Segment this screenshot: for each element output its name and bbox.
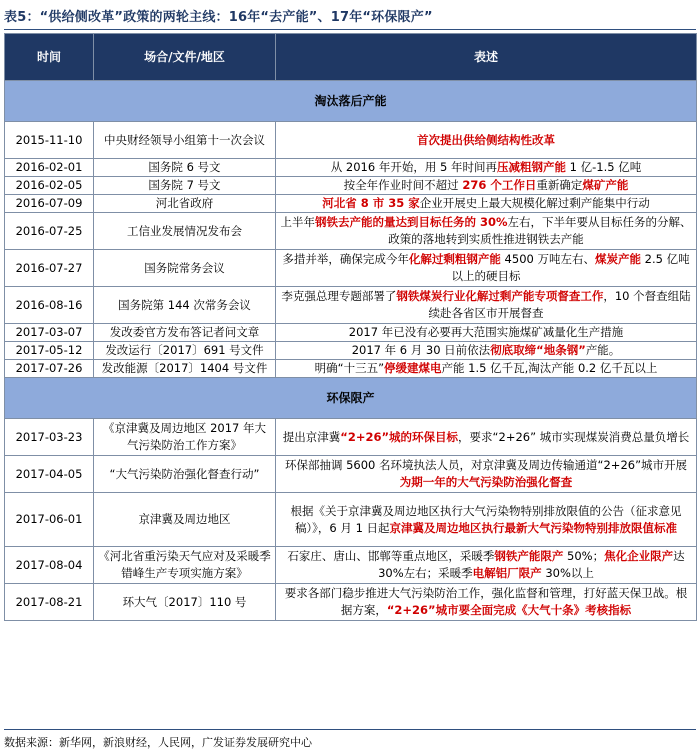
source-cell: 河北省政府: [94, 195, 276, 213]
header-date: 时间: [5, 34, 94, 81]
table-row: [5, 177, 697, 195]
table-row: [5, 342, 697, 360]
source-cell: 中央财经领导小组第十一次会议: [94, 122, 276, 159]
section-label: 淘汰落后产能: [5, 81, 697, 122]
highlight-text: 压减粗钢产能: [496, 160, 566, 174]
table-row: [5, 547, 697, 584]
statement-text: ，要求“2+26” 城市实现煤炭消费总量负增长: [458, 429, 690, 444]
statement-text: 石家庄、唐山、邯郸等重点地区，采暖季: [287, 549, 495, 563]
section-label: 环保限产: [5, 378, 697, 419]
date-cell: 2015-11-10: [5, 122, 94, 159]
statement-text: 左右，下半年要从目标任务的分解、政策的落地转到实质性推进钢铁去产能: [388, 215, 692, 246]
footer-rule: [4, 729, 696, 730]
statement-text: 产能 1.5 亿千瓦,淘汰产能 0.2 亿千瓦以上: [441, 361, 658, 375]
source-cell: 环大气〔2017〕110 号: [94, 584, 276, 621]
statement-cell: [276, 159, 697, 177]
statement-text: 重新确定: [536, 178, 583, 192]
section-row: [5, 378, 697, 419]
highlight-text: 焦化企业限产: [604, 549, 674, 563]
table-row: [5, 122, 697, 159]
date-cell: 2017-08-04: [5, 547, 94, 584]
title-rule: [4, 29, 696, 30]
statement-text: 1 亿-1.5 亿吨: [565, 160, 642, 174]
header-row: [5, 34, 697, 81]
highlight-text: 彻底取缔“地条钢”: [490, 343, 586, 357]
table-row: [5, 324, 697, 342]
statement-text: 2017 年已没有必要再大范围实施煤矿减量化生产措施: [348, 325, 624, 339]
source-cell: 国务院常务会议: [94, 250, 276, 287]
statement-text: 产能。: [585, 343, 621, 357]
header-statement: 表述: [276, 34, 697, 81]
statement-cell: [276, 177, 697, 195]
statement-cell: [276, 122, 697, 159]
statement-cell: [276, 324, 697, 342]
statement-text: 上半年: [280, 215, 315, 229]
date-cell: 2016-08-16: [5, 287, 94, 324]
highlight-text: 化解过剩粗钢产能: [408, 252, 501, 266]
source-cell: 《京津冀及周边地区 2017 年大气污染防治工作方案》: [94, 419, 276, 456]
statement-text: 李克强总理专题部署了: [281, 289, 397, 303]
source-cell: 发改能源〔2017〕1404 号文件: [94, 360, 276, 378]
table-row: [5, 360, 697, 378]
statement-text: 企业开展史上最大规模化解过剩产能集中行动: [419, 196, 650, 210]
date-cell: 2016-07-09: [5, 195, 94, 213]
date-cell: 2016-07-27: [5, 250, 94, 287]
highlight-text: 钢铁去产能的量达到目标任务的 30%: [314, 215, 508, 229]
table-row: [5, 287, 697, 324]
date-cell: 2016-02-01: [5, 159, 94, 177]
table-title: 表5：“供给侧改革”政策的两轮主线：16年“去产能”、17年“环保限产”: [4, 10, 433, 25]
statement-cell: [276, 342, 697, 360]
date-cell: 2017-03-07: [5, 324, 94, 342]
highlight-text: 首次提出供给侧结构性改革: [417, 132, 555, 147]
highlight-text: 电解铝厂限产: [472, 566, 542, 580]
source-cell: 国务院 7 号文: [94, 177, 276, 195]
highlight-text: 煤炭产能: [594, 252, 641, 266]
table-row: [5, 493, 697, 547]
highlight-text: “2+26”城的环保目标: [340, 429, 459, 444]
source-cell: 发改运行〔2017〕691 号文件: [94, 342, 276, 360]
table-row: [5, 213, 697, 250]
statement-cell: [276, 250, 697, 287]
highlight-text: 钢铁产能限产: [494, 549, 564, 563]
statement-text: 4500 万吨左右、: [500, 252, 595, 266]
table-row: [5, 195, 697, 213]
source-cell: 国务院第 144 次常务会议: [94, 287, 276, 324]
statement-cell: [276, 213, 697, 250]
statement-text: 按全年作业时间不超过: [343, 178, 463, 192]
source-cell: “大气污染防治强化督查行动”: [94, 456, 276, 493]
highlight-text: 煤矿产能: [582, 178, 629, 192]
statement-text: 根据《关于京津冀及周边地区执行大气污染物特别排放限值的公告（征求意见稿）》，6 月 1 日起: [290, 503, 682, 535]
header-source: 场合/文件/地区: [94, 34, 276, 81]
table-row: [5, 250, 697, 287]
statement-text: 2017 年 6 月 30 日前依法: [351, 343, 491, 357]
source-cell: 国务院 6 号文: [94, 159, 276, 177]
statement-text: 从 2016 年开始，用 5 年时间再: [330, 160, 497, 174]
statement-cell: [276, 493, 697, 547]
statement-text: 多措并举，确保完成今年: [282, 252, 409, 266]
highlight-text: 为期一年的大气污染防治强化督查: [399, 475, 573, 489]
statement-text: 2.5 亿吨以上的硬目标: [451, 252, 690, 283]
statement-cell: [276, 584, 697, 621]
statement-cell: [276, 360, 697, 378]
statement-text: 达 30%左右；采暖季: [378, 549, 685, 580]
table-row: [5, 584, 697, 621]
statement-text: 明确“十三五”: [314, 361, 385, 375]
highlight-text: 河北省 8 市 35 家: [322, 196, 420, 210]
highlight-text: “2+26”城市要全面完成《大气十条》考核指标: [386, 603, 632, 617]
source-cell: 发改委官方发布答记者问文章: [94, 324, 276, 342]
highlight-text: 京津冀及周边地区执行最新大气污染物特别排放限值标准: [389, 520, 678, 535]
table-row: [5, 159, 697, 177]
table-row: [5, 456, 697, 493]
date-cell: 2017-03-23: [5, 419, 94, 456]
date-cell: 2017-08-21: [5, 584, 94, 621]
statement-text: 30%以上: [541, 566, 594, 580]
source-cell: 工信业发展情况发布会: [94, 213, 276, 250]
statement-cell: [276, 547, 697, 584]
date-cell: 2017-05-12: [5, 342, 94, 360]
statement-text: 提出京津冀: [282, 429, 341, 444]
statement-text: 环保部抽调 5600 名环境执法人员，对京津冀及周边传输通道“2+26”城市开展: [284, 458, 688, 472]
source-note: 数据来源：新华网，新浪财经，人民网，广发证券发展研究中心: [4, 736, 312, 749]
statement-text: ，10 个督查组陆续赴各省区市开展督查: [428, 289, 691, 320]
table-row: [5, 419, 697, 456]
date-cell: 2017-07-26: [5, 360, 94, 378]
date-cell: 2016-07-25: [5, 213, 94, 250]
statement-cell: [276, 419, 697, 456]
date-cell: 2016-02-05: [5, 177, 94, 195]
highlight-text: 停缓建煤电: [384, 361, 442, 375]
statement-cell: [276, 456, 697, 493]
policy-table: [4, 33, 697, 621]
highlight-text: 276 个工作日: [462, 178, 537, 192]
source-cell: 京津冀及周边地区: [94, 493, 276, 547]
statement-text: 要求各部门稳步推进大气污染防治工作，强化监督和管理，打好蓝天保卫战。根据方案，: [284, 586, 688, 617]
statement-cell: [276, 195, 697, 213]
date-cell: 2017-04-05: [5, 456, 94, 493]
date-cell: 2017-06-01: [5, 493, 94, 547]
statement-text: 50%；: [563, 549, 605, 563]
statement-cell: [276, 287, 697, 324]
source-cell: 《河北省重污染天气应对及采暖季错峰生产专项实施方案》: [94, 547, 276, 584]
highlight-text: 钢铁煤炭行业化解过剩产能专项督查工作: [396, 289, 604, 303]
section-row: [5, 81, 697, 122]
